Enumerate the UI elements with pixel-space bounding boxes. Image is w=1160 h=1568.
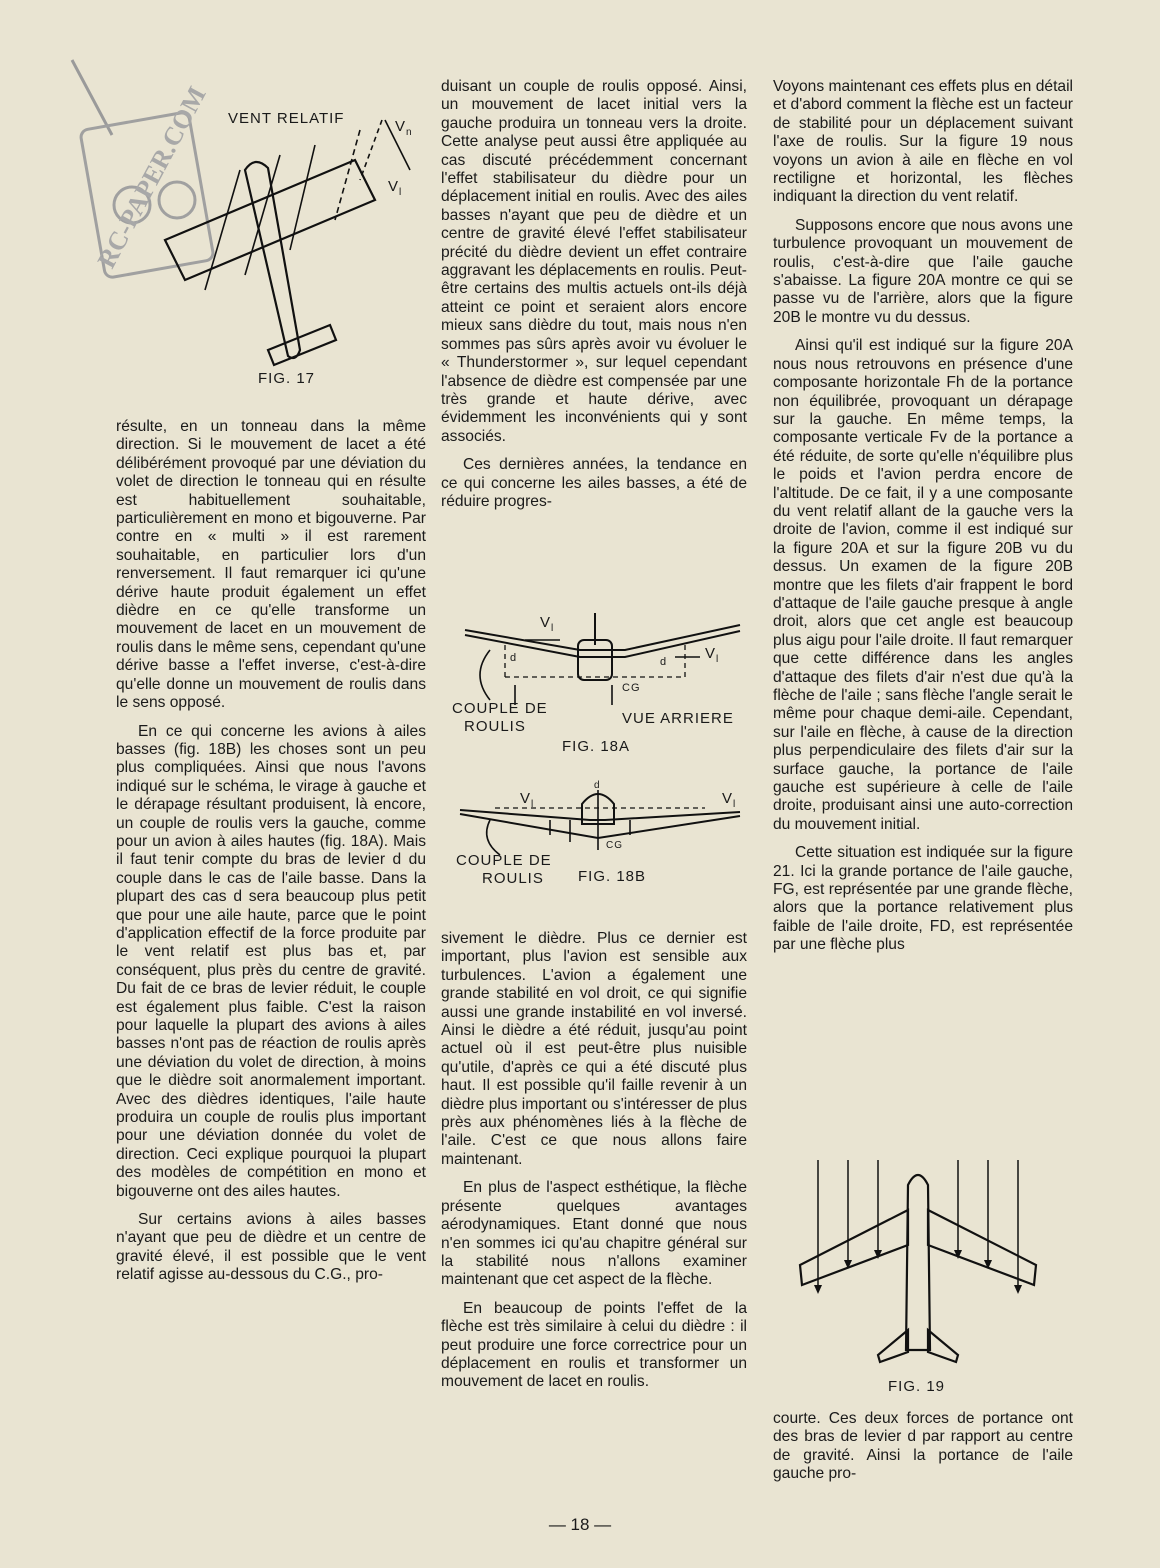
col1-paragraph-2: En ce qui concerne les avions à ailes basses (fig. 18B) les choses sont un peu plus compliquées. Ainsi que nous l'avons indiqué sur le schéma, le virage à gauche et le dérapage résultant produisent, là encore, un couple de roulis vers la gauche, comme pour un avion à ailes hautes (fig. 18A). Mais il faut tenir compte du bras de levier d du couple dans le cas de l'aile basse. Dans la plupart des cas d sera beaucoup plus petit que pour une aile haute, parce que le point d'application effectif de la force produite par le vent relatif est plus bas et, par conséquent, plus près du centre de gravité. Du fait de ce bras de levier réduit, le couple est également plus faible. C'est la raison pour laquelle la plupart des avions à ailes basses n'ont pas de réaction de roulis après une déviation du volet de direction, à moins que le dièdre soit anormalement important. Avec des dièdres identiques, l'aile haute produira un couple de roulis plus important pour une déviation donnée du volet de direction. Ceci explique pourquoi la plupart des modèles de compétition en mono et bigouverne ont des ailes hautes.: [116, 722, 426, 1200]
col2-paragraph-1: duisant un couple de roulis opposé. Ainsi, un mouvement de lacet initial vers la gauche produira un tonneau vers la droite. Cette analyse peut aussi être appliquée au cas discuté précédemment concernant l'effet stabilisateur du dièdre pour un déplacement initial en roulis. Avec des ailes basses n'ayant que peu de dièdre et un centre de gravité élevé l'effet stabilisateur précité du dièdre devient un effet contraire aggravant les déplacements en roulis. Peut-être certains des multis actuels ont-ils déjà atteint ce point et seraient alors encore mieux sans dièdre du tout, mais nous n'en sommes pas sûrs après avoir vu évoluer le « Thunderstormer », sur lequel cependant l'absence de dièdre est compensée par une très grande et haute dérive, avec évidemment les inconvénients qui y sont associés.: [441, 78, 747, 445]
fig18b-label-v2: $V_l$: [722, 790, 737, 810]
col2-paragraph-3: sivement le dièdre. Plus ce dernier est important, plus l'avion est sensible aux turbulences. L'avion a également une grande stabilité en vol droit, ce qui signifie aussi une grande instabilité en vol inversé. Ainsi le dièdre a été réduit, jusqu'au point actuel où il est peut-être plus nuisible qu'utile, d'après ce qui a été discuté plus haut. Il est possible qu'il faille revenir à un dièdre plus important ou s'intéresser de plus près aux phénomènes liés à la flèche de l'aile. C'est ce que nous allons faire maintenant.: [441, 930, 747, 1168]
col1-paragraph-3: Sur certains avions à ailes basses n'ayant que peu de dièdre et un centre de gravité élevé, il est possible que le vent relatif agisse au-dessous du C.G., pro-: [116, 1211, 426, 1284]
fig18b-label-roulis: ROULIS: [482, 870, 544, 887]
col1-paragraph-1: résulte, en un tonneau dans la même direction. Si le mouvement de lacet a été délibérément provoqué par une déviation du volet de direction le tonneau qui en résulte est habituellement souhaitable, particulièrement en mono et bigouverne. Par contre en « multi » il est rarement souhaitable, en particulier lors d'un renversement. Il faut remarquer ici qu'une dérive haute produit également un effet dièdre en ce qu'elle transforme un mouvement de lacet en un mouvement de roulis dans le même sens, cependant qu'une dérive basse a l'effet inverse, c'est-à-dire qu'elle donne un mouvement de roulis dans le sens opposé.: [116, 418, 426, 712]
column-2-top: [441, 78, 747, 521]
fig18b-label-v1: $V_l$: [520, 790, 535, 810]
column-1: [116, 418, 426, 1295]
fig18b-label-couple: COUPLE DE: [456, 852, 552, 869]
fig17-caption: FIG. 17: [258, 370, 316, 387]
fig18a-caption: FIG. 18A: [562, 738, 631, 755]
fig18a-label-roulis: ROULIS: [464, 718, 526, 735]
fig18a-label-v2: $V_l$: [705, 645, 720, 665]
fig18a-label-v1: $V_l$: [540, 614, 555, 634]
fig18a-label-d2: d: [660, 656, 668, 668]
column-2-bottom: [441, 930, 747, 1402]
fig17-label-vn: $V_n$: [395, 118, 413, 138]
fig18a-label-cg: CG: [622, 682, 641, 694]
fig17-label-wind: VENT RELATIF: [228, 110, 345, 127]
col3-paragraph-4: Cette situation est indiquée sur la figure 21. Ici la grande portance de l'aile gauche, FG, est représentée par une grande flèche, alors que la portance relativement plus faible de l'aile droite, FD, est représentée par une flèche plus: [773, 844, 1073, 954]
column-3-top: [773, 78, 1073, 965]
fig18b-label-d: d: [594, 780, 601, 791]
fig19-caption: FIG. 19: [888, 1378, 946, 1395]
column-3-bottom: [773, 1410, 1073, 1494]
col3-paragraph-3: Ainsi qu'il est indiqué sur la figure 20A nous nous retrouvons en présence d'une composante horizontale Fh de la portance non équilibrée, provoquant un dérapage sur la gauche. En même temps, la composante verticale Fv de la portance a été réduite, de sorte qu'elle n'équilibre plus le poids et l'avion perdra encore de l'altitude. De ce fait, il y a une composante du vent relatif allant de la gauche vers la droite de l'avion, comme il est indiqué sur la figure 20A et sur la figure 20B vu du dessus. Un examen de la figure 20B montre que les filets d'air frappent le bord d'attaque de l'aile gauche presque à angle droit, alors que cet angle est beaucoup plus aigu pour l'aile droite. Il faut remarquer que cette différence dans les angles d'attaque des filets d'air n'est due qu'à la flèche de l'aile ; sans flèche l'angle serait le même pour chaque demi-aile. Cependant, sur l'aile en flèche, à cause de la direction plus perpendiculaire des filets d'air sur la surface gauche, la portance de l'aile gauche est supérieure à celle de l'aile droite, produisant ainsi une auto-correction du mouvement initial.: [773, 337, 1073, 833]
col3-paragraph-2: Supposons encore que nous avons une turbulence provoquant un mouvement de roulis, c'est-à-dire que l'aile gauche s'abaisse. La figure 20A montre ce qui se passe vu de l'arrière, alors que la figure 20B le montre vu du dessus.: [773, 216, 1073, 326]
col2-paragraph-5: En beaucoup de points l'effet de la flèche est très similaire à celui du dièdre : il peut produire une force correctrice pour un déplacement en roulis et transformer un mouvement de lacet en roulis.: [441, 1299, 747, 1391]
fig18a-label-d1: d: [510, 652, 518, 664]
watermark-text: RC-PAPER.COM: [91, 81, 212, 273]
page-number: — 18 —: [548, 1515, 612, 1534]
fig18b-label-cg: CG: [606, 840, 623, 851]
fig18a-label-couple: COUPLE DE: [452, 700, 548, 717]
fig18b-caption: FIG. 18B: [578, 868, 647, 885]
fig19-diagram: [790, 1160, 1060, 1380]
col2-paragraph-4: En plus de l'aspect esthétique, la flèche présente quelques avantages aérodynamiques. Etant donné que nous n'en sommes ici qu'au chapitre général sur la stabilité nous n'allons examiner maintenant que cet aspect de la flèche.: [441, 1179, 747, 1289]
col2-paragraph-2: Ces dernières années, la tendance en ce qui concerne les ailes basses, a été de réduire progres-: [441, 456, 747, 510]
col3-paragraph-5: courte. Ces deux forces de portance ont des bras de levier d par rapport au centre de gravité. Ainsi la portance de l'aile gauche pro-: [773, 1410, 1073, 1483]
col3-paragraph-1: Voyons maintenant ces effets plus en détail et d'abord comment la flèche est un facteur de stabilité pour un déplacement suivant l'axe de roulis. Sur la figure 19 nous voyons un avion à aile en flèche en vol rectiligne et horizontal, les flèches indiquant la direction du vent relatif.: [773, 78, 1073, 206]
fig17-diagram: [150, 100, 430, 400]
fig18a-label-vue-arriere: VUE ARRIERE: [622, 710, 734, 727]
fig17-label-vl: $V_l$: [388, 178, 403, 198]
